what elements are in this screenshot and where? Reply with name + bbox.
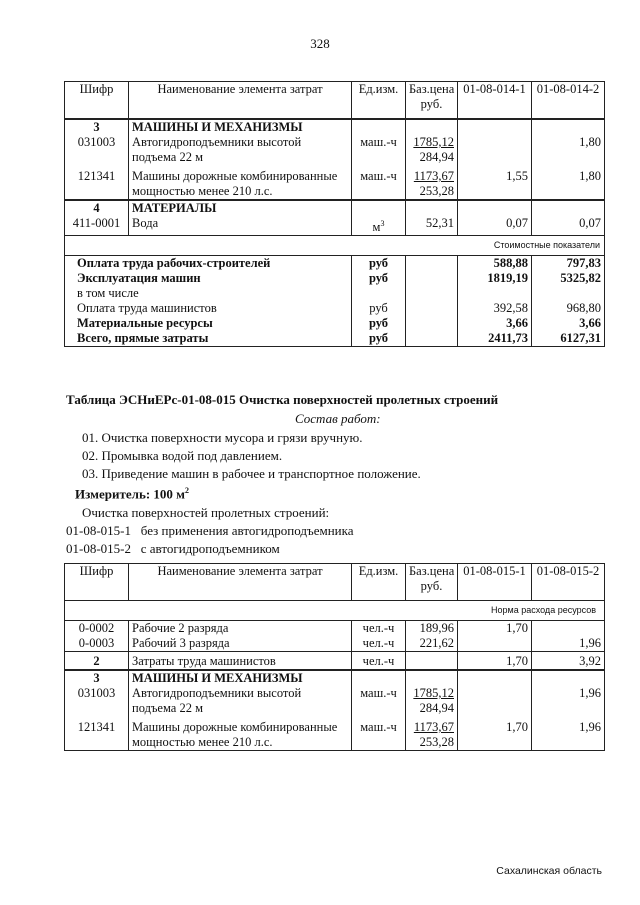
header-code: Шифр: [65, 82, 129, 120]
table-row: 0-0003 Рабочий 3 разряда чел.-ч 221,62 1,96: [65, 636, 605, 652]
caption-row: Стоимостные показатели: [65, 236, 605, 256]
totals-row: Оплата труда рабочих-строителей руб 588,88 797,83: [65, 256, 605, 272]
header-col-b: 01-08-014-2: [532, 82, 605, 120]
totals-row: Оплата труда машинистов руб 392,58 968,80: [65, 301, 605, 316]
table-header: [65, 564, 605, 601]
table-row: 121341 Машины дорожные комбинированные мощностью менее 210 л.с. маш.-ч 1173,67 253,28 1,55 1,80: [65, 165, 605, 200]
table-row: 411-0001 Вода $м^3$ 52,31 0,07 0,07: [65, 216, 605, 236]
totals-row: в том числе: [65, 286, 605, 301]
table-row: 2 Затраты труда машинистов чел.-ч 1,70 3,92: [65, 652, 605, 671]
page-number: 328: [310, 36, 330, 51]
header-unit: Ед.изм.: [352, 564, 406, 601]
caption-row: Норма расхода ресурсов: [65, 601, 605, 621]
work-composition-label: Состав работ:: [295, 411, 381, 426]
region-footer: Сахалинская область: [496, 865, 602, 877]
table-title: Таблица ЭСНиЕРс-01-08-015 Очистка поверхностей пролетных строений: [66, 392, 499, 407]
header-code: Шифр: [65, 564, 129, 601]
table-row: 0-0002 Рабочие 2 разряда чел.-ч 189,96 1,70: [65, 621, 605, 637]
header-name: Наименование элемента затрат: [129, 82, 352, 120]
variants-description: Очистка поверхностей пролетных строений:: [82, 505, 330, 520]
header-col-b: 01-08-015-2: [532, 564, 605, 601]
totals-row: Материальные ресурсы руб 3,66 3,66: [65, 316, 605, 331]
variant-item: 01-08-015-1 без применения автогидроподъемника: [66, 523, 354, 538]
table-row: 121341 Машины дорожные комбинированные мощностью менее 210 л.с. маш.-ч 1173,67 253,28 1,70 1,96: [65, 716, 605, 751]
work-step: 03. Приведение машин в рабочее и транспортное положение.: [82, 466, 421, 481]
header-col-a: 01-08-015-1: [458, 564, 532, 601]
work-step: 01. Очистка поверхности мусора и грязи вручную.: [82, 430, 363, 445]
table-row: 031003 Автогидроподъемники высотой подъема 22 м маш.-ч 1785,12 284,94 1,80: [65, 135, 605, 165]
header-price: Баз.цена руб.: [406, 82, 458, 120]
measure-unit: Измеритель: 100 $м^2$: [75, 486, 190, 502]
section-row: 3 МАШИНЫ И МЕХАНИЗМЫ: [65, 119, 605, 135]
resource-table-1: [64, 81, 605, 347]
variant-item: 01-08-015-2 с автогидроподъемником: [66, 541, 280, 556]
header-price: Баз.цена руб.: [406, 564, 458, 601]
header-name: Наименование элемента затрат: [129, 564, 352, 601]
totals-row: Эксплуатация машин руб 1819,19 5325,82: [65, 271, 605, 286]
table-row: 031003 Автогидроподъемники высотой подъема 22 м маш.-ч 1785,12 284,94 1,96: [65, 686, 605, 716]
table-header: [65, 82, 605, 120]
section-row: 4 МАТЕРИАЛЫ: [65, 200, 605, 216]
section-row: 3 МАШИНЫ И МЕХАНИЗМЫ: [65, 670, 605, 686]
work-step: 02. Промывка водой под давлением.: [82, 448, 283, 463]
header-unit: Ед.изм.: [352, 82, 406, 120]
header-col-a: 01-08-014-1: [458, 82, 532, 120]
totals-row: Всего, прямые затраты руб 2411,73 6127,31: [65, 331, 605, 347]
resource-table-2: [64, 563, 605, 751]
